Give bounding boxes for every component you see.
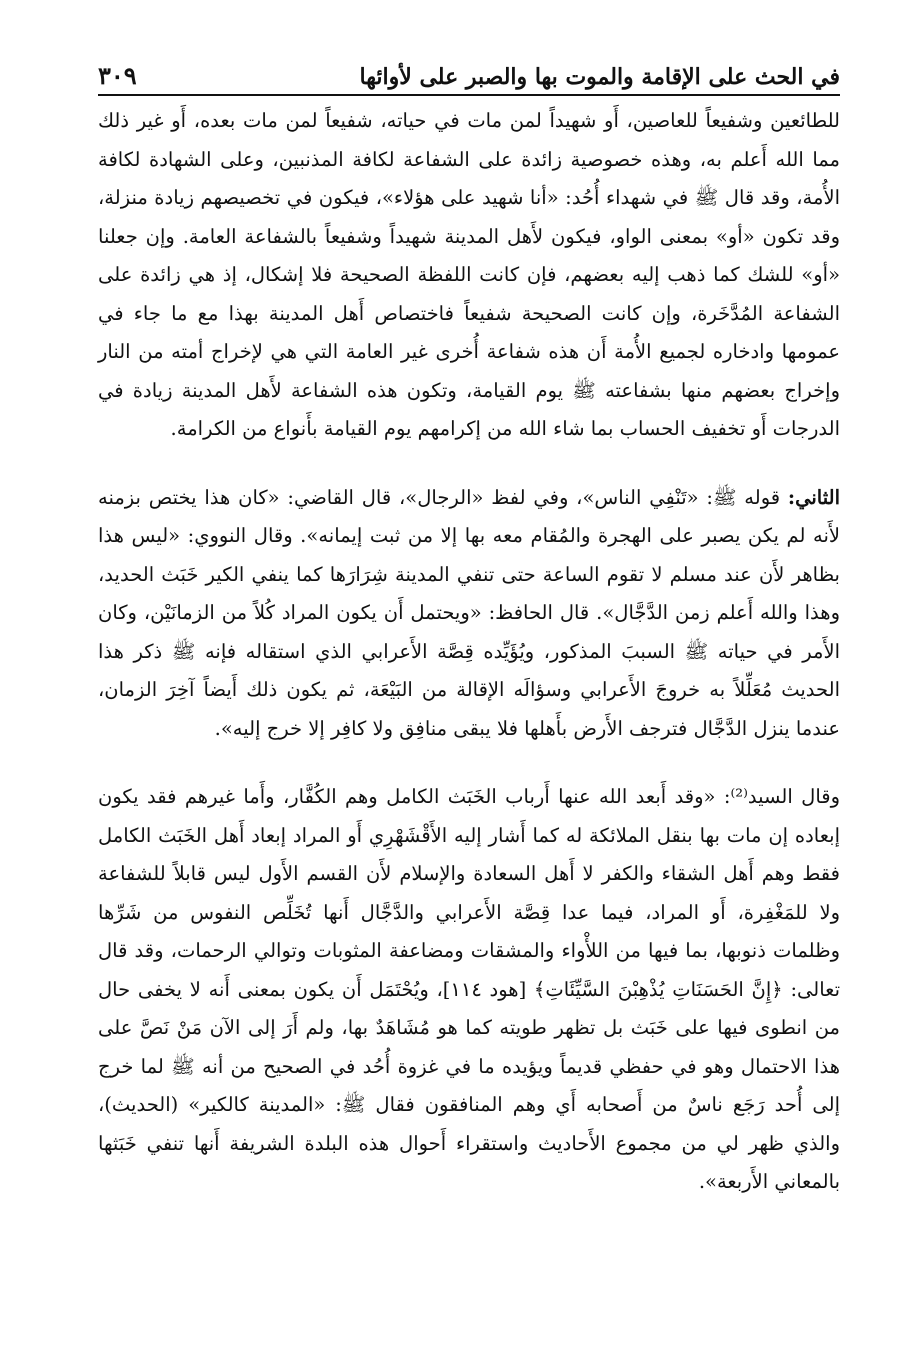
paragraph-3 [98, 778, 840, 1202]
running-header [98, 50, 840, 96]
paragraph-text: للطائعين وشفيعاً للعاصين، أَو شهيداً لمن مات في حياته، شفيعاً لمن مات بعده، أَو غير ذلك مما الله أَعلم به، وهذه خصوصية زائدة على الشفاعة لكافة المذنبين، وعلى الشهادة لكافة الأُمة، وقد قال ﷺ في شهداء أُحُد: «أنا شهيد على هؤلاء»، فيكون في تخصيصهم زيادة منزلة، وقد تكون «أو» بمعنى الواو، فيكون لأَهل المدينة شهيداً وشفيعاً بالشفاعة العامة. وإن جعلنا «أو» للشك كما ذهب إليه بعضهم، فإن كانت اللفظة الصحيحة فلا إشكال، إذ هي زائدة على الشفاعة المُدَّخَرة، وإن كانت الصحيحة شفيعاً فاختصاص أَهل المدينة بهذا مع ما جاء في عمومها وادخاره لجميع الأُمة أَن هذه شفاعة أُخرى غير العامة التي هي لإخراج أمته من النار وإخراج بعضهم منها بشفاعته ﷺ يوم القيامة، وتكون هذه الشفاعة لأَهل المدينة زيادة في الدرجات أَو تخفيف الحساب بما شاء الله من إكرامهم يوم القيامة بأَنواع من الكرامة. [98, 109, 840, 440]
document-page [98, 50, 840, 1202]
paragraph-text: قوله ﷺ: «تَنْفِي الناس»، وفي لفظ «الرجال»، قال القاضي: «كان هذا يختص بزمنه لأَنه لم يكن يصبر على الهجرة والمُقام معه بها إلا من ثبت إيمانه». وقال النووي: «ليس هذا بظاهر لأَن عند مسلم لا تقوم الساعة حتى تنفي المدينة شِرَارَها كما ينفي الكير خَبَث الحديد، وهذا والله أَعلم زمن الدَّجَّال». قال الحافظ: «ويحتمل أَن يكون المراد كُلاً من الزمانَيْن، وكان الأَمر في حياته ﷺ السببَ المذكور، ويُؤَيِّده قِصَّة الأَعرابي الذي استقاله فإنه ﷺ ذكر هذا الحديث مُعَلِّلاً به خروجَ الأَعرابي وسؤالَه الإقالة من البَيْعَة، ثم يكون ذلك أَيضاً آخِرَ الزمان، عندما ينزل الدَّجَّال فترجف الأَرض بأَهلها فلا يبقى منافِق ولا كافِر إلا خرج إليه». [98, 485, 840, 740]
paragraph-lead: الثاني: [787, 485, 840, 509]
paragraph-2 [98, 479, 840, 749]
paragraph-1 [98, 102, 840, 449]
paragraph-text: وقال السيد⁽²⁾: «وقد أَبعد الله عنها أَرباب الخَبَث الكامل وهم الكُفَّار، وأَما غيرهم فقد يكون إبعاده إن مات بها بنقل الملائكة له كما أَشار إليه الأَقْشَهْرِي أَو المراد إبعاد أَهل الخَبَث الكامل فقط وهم أَهل الشقاء والكفر لا أَهل السعادة والإسلام لأَن القسم الأَول ليس قابلاً للشفاعة ولا للمَغْفِرة، أَو المراد، فيما عدا قِصَّة الأَعرابي والدَّجَّال أَنها تُخَلِّص النفوس من شَرِّها وظلمات ذنوبها، بما فيها من اللأْواء والمشقات ومضاعفة المثوبات وتوالي الرحمات، وقد قال تعالى: ﴿إِنَّ الحَسَنَاتِ يُذْهِبْنَ السَّيِّئَاتِ﴾ [هود ١١٤]، ويُحْتَمَل أَن يكون بمعنى أَنه لا يخفى حال من انطوى فيها على خَبَث بل تظهر طويته كما هو مُشَاهَدٌ بها، ولم أَرَ إلى الآن مَنْ نَصَّ على هذا الاحتمال وهو في حفظي قديماً ويؤيده ما في غزوة أُحُد في الصحيح من أنه ﷺ لما خرج إلى أُحد رَجَع ناسٌ من أَصحابه أَي وهم المنافقون فقال ﷺ: «المدينة كالكير» (الحديث)، والذي ظهر لي من مجموع الأَحاديث واستقراء أَحوال هذه البلدة الشريفة أَنها تنفي خَبَثها بالمعاني الأَربعة». [98, 785, 840, 1193]
running-title: في الحث على الإقامة والموت بها والصبر على لأوائها [359, 64, 840, 90]
page-number: ٣٠٩ [98, 61, 137, 90]
